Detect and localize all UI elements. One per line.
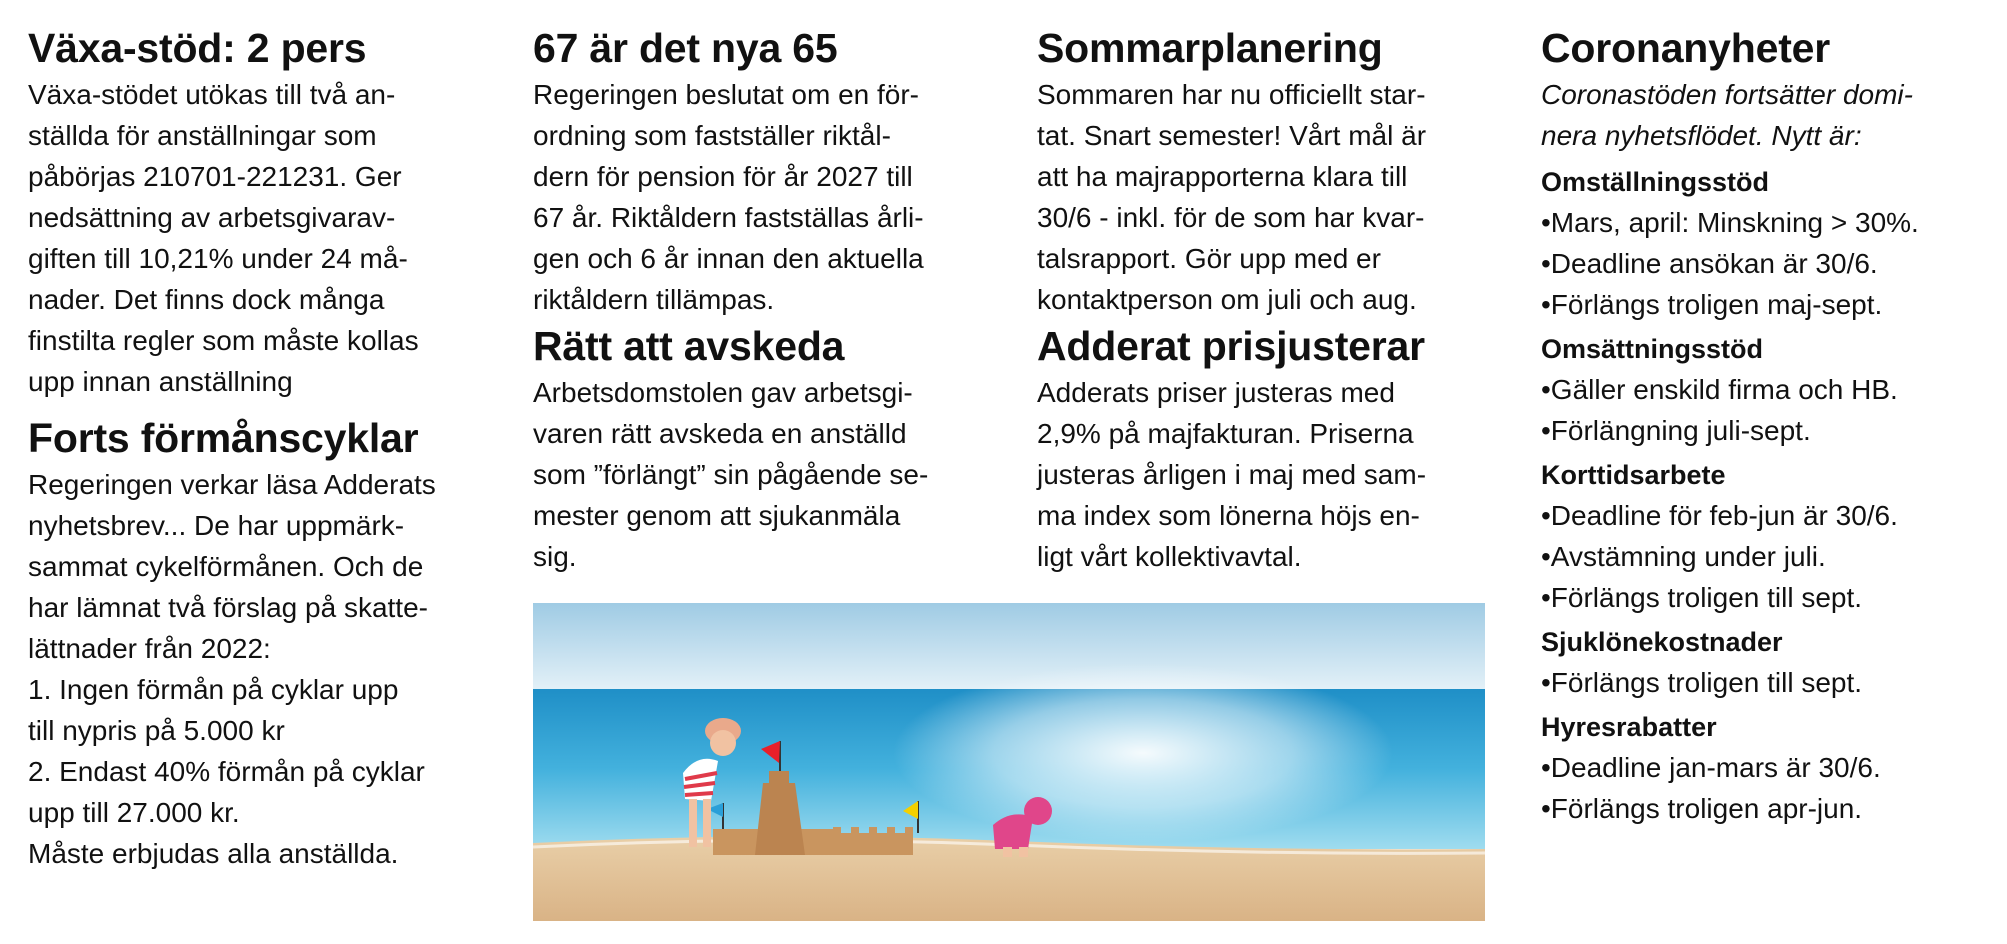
list-item: •Mars, april: Minskning > 30%. — [1541, 207, 1919, 238]
column-1 — [28, 22, 498, 874]
column-2 — [533, 22, 1003, 577]
article-heading-sommarplanering: Sommarplanering — [1037, 25, 1383, 71]
list-item: •Förlängs troligen till sept. — [1541, 667, 1863, 698]
article-heading-prisjusterar: Adderat prisjusterar — [1037, 323, 1425, 369]
list-item: •Deadline för feb-jun är 30/6. — [1541, 500, 1898, 531]
list-item: •Gäller enskild firma och HB. — [1541, 374, 1898, 405]
list-item: •Deadline ansökan är 30/6. — [1541, 248, 1878, 279]
support-group-korttidsarbete — [1541, 455, 2001, 618]
support-group-title: Sjuklönekostnader — [1541, 627, 1783, 657]
article-body-prisjusterar: Adderats priser justeras med 2,9% på majfakturan. Priserna justeras årligen i maj med sam- ma index som lönerna höjs en- ligt vårt kollektivavtal. — [1037, 377, 1427, 572]
beach-illustration — [533, 603, 1485, 921]
list-item: 2. Endast 40% förmån på cyklar upp till 27.000 kr. — [28, 756, 425, 828]
beach-photo — [533, 603, 1485, 921]
list-item: 1. Ingen förmån på cyklar upp till nypris på 5.000 kr — [28, 674, 399, 746]
article-footer-formanscyklar: Måste erbjudas alla anställda. — [28, 838, 399, 869]
list-item: •Deadline jan-mars är 30/6. — [1541, 752, 1881, 783]
article-heading-vaxa-stod: Växa-stöd: 2 pers — [28, 25, 367, 71]
support-group-omsattningsstod — [1541, 329, 2001, 451]
article-body-vaxa-stod: Växa-stödet utökas till två an- ställda för anställningar som påbörjas 210701-221231. Ger nedsättning av arbetsgivarav- giften till 10,21% under 24 må- nader. Det finns dock många finstilta regler som måste kollas upp innan anställning — [28, 79, 419, 397]
support-group-title: Omsättningsstöd — [1541, 334, 1764, 364]
list-item: •Förlängs troligen maj-sept. — [1541, 289, 1883, 320]
article-heading-pension: 67 är det nya 65 — [533, 25, 838, 71]
article-body-sommarplanering: Sommaren har nu officiellt star- tat. Snart semester! Vårt mål är att ha majrapporterna klara till 30/6 - inkl. för de som har kvar- talsrapport. Gör upp med er kontaktperson om juli och aug. — [1037, 79, 1427, 315]
list-item: •Förlängning juli-sept. — [1541, 415, 1811, 446]
support-group-hyresrabatter — [1541, 707, 2001, 829]
support-group-title: Hyresrabatter — [1541, 712, 1717, 742]
article-body-avskeda: Arbetsdomstolen gav arbetsgi- varen rätt avskeda en anställd som ”förlängt” sin pågående se- mester genom att sjukanmäla sig. — [533, 377, 929, 572]
proposal-list — [28, 669, 498, 833]
article-heading-formanscyklar: Forts förmånscyklar — [28, 415, 419, 461]
list-item: •Förlängs troligen apr-jun. — [1541, 793, 1863, 824]
support-group-title: Korttidsarbete — [1541, 460, 1726, 490]
column-3 — [1037, 22, 1507, 577]
column-4 — [1541, 22, 2001, 833]
article-heading-avskeda: Rätt att avskeda — [533, 323, 845, 369]
list-item: •Förlängs troligen till sept. — [1541, 582, 1863, 613]
list-item: •Avstämning under juli. — [1541, 541, 1826, 572]
article-body-pension: Regeringen beslutat om en för- ordning som fastställer riktål- dern för pension för år 2027 till 67 år. Riktåldern fastställas årli- gen och 6 år innan den aktuella riktåldern tillämpas. — [533, 79, 924, 315]
corona-intro: Coronastöden fortsätter domi- nera nyhetsflödet. Nytt är: — [1541, 79, 1913, 151]
sun-glare — [893, 663, 1393, 843]
support-group-omstallningsstod — [1541, 162, 2001, 325]
article-heading-corona: Coronanyheter — [1541, 25, 1831, 71]
article-body-formanscyklar: Regeringen verkar läsa Adderats nyhetsbrev... De har uppmärk- sammat cykelförmånen. Och de har lämnat två förslag på skatte- lättnader från 2022: — [28, 469, 436, 664]
support-group-title: Omställningsstöd — [1541, 167, 1770, 197]
support-group-sjuklonekostnader — [1541, 622, 2001, 703]
